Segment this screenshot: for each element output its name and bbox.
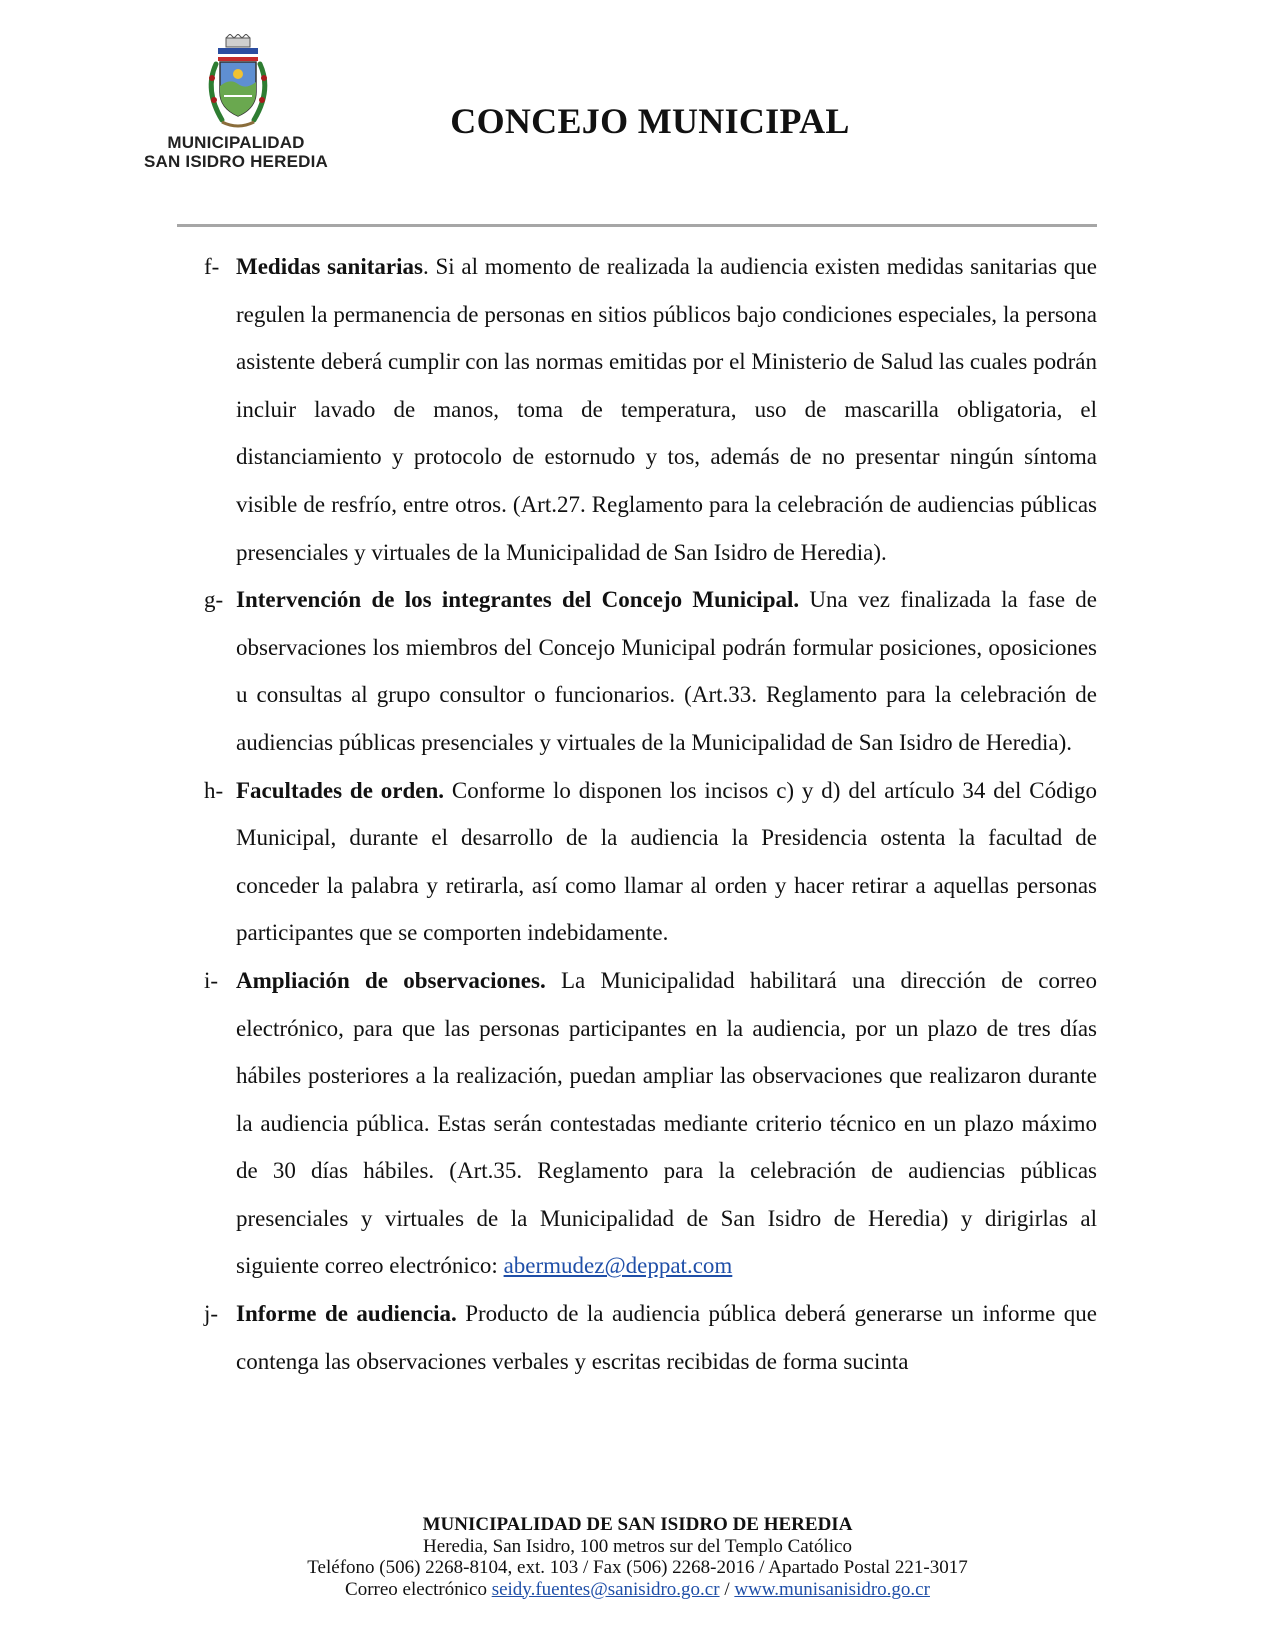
list-item-content: La Municipalidad habilitará una dirección de correo electrónico, para que las personas participantes en la audiencia, por un plazo de tres días hábiles posteriores a la realización, puedan ampliar las observaciones que realizaron durante la audiencia pública. Estas serán contestadas mediante criterio técnico en un plazo máximo de 30 días hábiles. (Art.35. Reglamento para la celebración de audiencias públicas presenciales y virtuales de la Municipalidad de San Isidro de Heredia) y dirigirlas al siguiente correo electrónico: xyxy=(236,967,1097,1279)
email-link[interactable]: abermudez@deppat.com xyxy=(503,1253,733,1279)
list-item-h xyxy=(204,767,1097,957)
logo-text-line1: MUNICIPALIDAD xyxy=(167,133,305,152)
coat-of-arms-icon xyxy=(196,34,280,134)
footer-separator: / xyxy=(719,1578,735,1600)
list-item-j xyxy=(204,1290,1097,1385)
list-item-marker: g- xyxy=(204,587,224,613)
footer-email-label: Correo electrónico xyxy=(345,1578,492,1600)
list-item-text xyxy=(236,576,1097,766)
footer-address: Heredia, San Isidro, 100 metros sur del Templo Católico xyxy=(423,1535,852,1557)
list-item-f xyxy=(204,243,1097,576)
page-footer xyxy=(0,1514,1275,1600)
list-item-text xyxy=(236,243,1097,576)
list-item-text xyxy=(236,767,1097,957)
list-item-title: Medidas sanitarias xyxy=(236,254,423,279)
list-item-marker: f- xyxy=(204,254,220,279)
header-divider xyxy=(177,224,1097,227)
list-item-text xyxy=(236,957,1097,1290)
list-item-title: Informe de audiencia. xyxy=(236,1301,457,1327)
footer-website-link[interactable]: www.munisanisidro.go.cr xyxy=(734,1578,930,1600)
municipality-logo xyxy=(118,34,354,174)
list-item-title: Intervención de los integrantes del Concejo Municipal. xyxy=(236,587,800,613)
list-item-text xyxy=(236,1290,1097,1385)
list-item-g xyxy=(204,576,1097,766)
list-item-content: Producto de la audiencia pública deberá generarse un informe que contenga las observaciones verbales y escritas recibidas de forma sucinta xyxy=(236,1301,1097,1374)
list-item-content: Conforme lo disponen los incisos c) y d) del artículo 34 del Código Municipal, durante el desarrollo de la audiencia la Presidencia ostenta la facultad de conceder la palabra y retirarla, así como llamar al orden y hacer retirar a aquellas personas participantes que se comporten indebidamente. xyxy=(236,777,1097,946)
list-item-content: . Si al momento de realizada la audiencia existen medidas sanitarias que regulen la permanencia de personas en sitios públicos bajo condiciones especiales, la persona asistente deberá cumplir con las normas emitidas por el Ministerio de Salud las cuales podrán incluir lavado de manos, toma de temperatura, uso de mascarilla obligatoria, el distanciamiento y protocolo de estornudo y tos, además de no presentar ningún síntoma visible de resfrío, entre otros. (Art.27. Reglamento para la celebración de audiencias públicas presenciales y virtuales de la Municipalidad de San Isidro de Heredia). xyxy=(236,254,1097,565)
footer-email-link[interactable]: seidy.fuentes@sanisidro.go.cr xyxy=(491,1578,720,1600)
document-body xyxy=(204,243,1097,1385)
list-item-i xyxy=(204,957,1097,1290)
list-item-marker: j- xyxy=(204,1301,219,1327)
logo-text-line2: SAN ISIDRO HEREDIA xyxy=(143,152,328,171)
list-item-marker: h- xyxy=(204,777,224,803)
list-item-title: Ampliación de observaciones. xyxy=(236,967,546,993)
list-item-title: Facultades de orden. xyxy=(236,777,445,803)
list-item-marker: i- xyxy=(204,967,219,993)
list-item-content: Una vez finalizada la fase de observaciones los miembros del Concejo Municipal podrán formular posiciones, oposiciones u consultas al grupo consultor o funcionarios. (Art.33. Reglamento para la celebración de audiencias públicas presenciales y virtuales de la Municipalidad de San Isidro de Heredia). xyxy=(236,587,1098,755)
page-title: CONCEJO MUNICIPAL xyxy=(450,101,850,141)
footer-contact-line xyxy=(0,1579,1275,1601)
footer-phone: Teléfono (506) 2268-8104, ext. 103 / Fax (506) 2268-2016 / Apartado Postal 221-3017 xyxy=(307,1557,968,1578)
footer-organization: MUNICIPALIDAD DE SAN ISIDRO DE HEREDIA xyxy=(422,1514,853,1535)
